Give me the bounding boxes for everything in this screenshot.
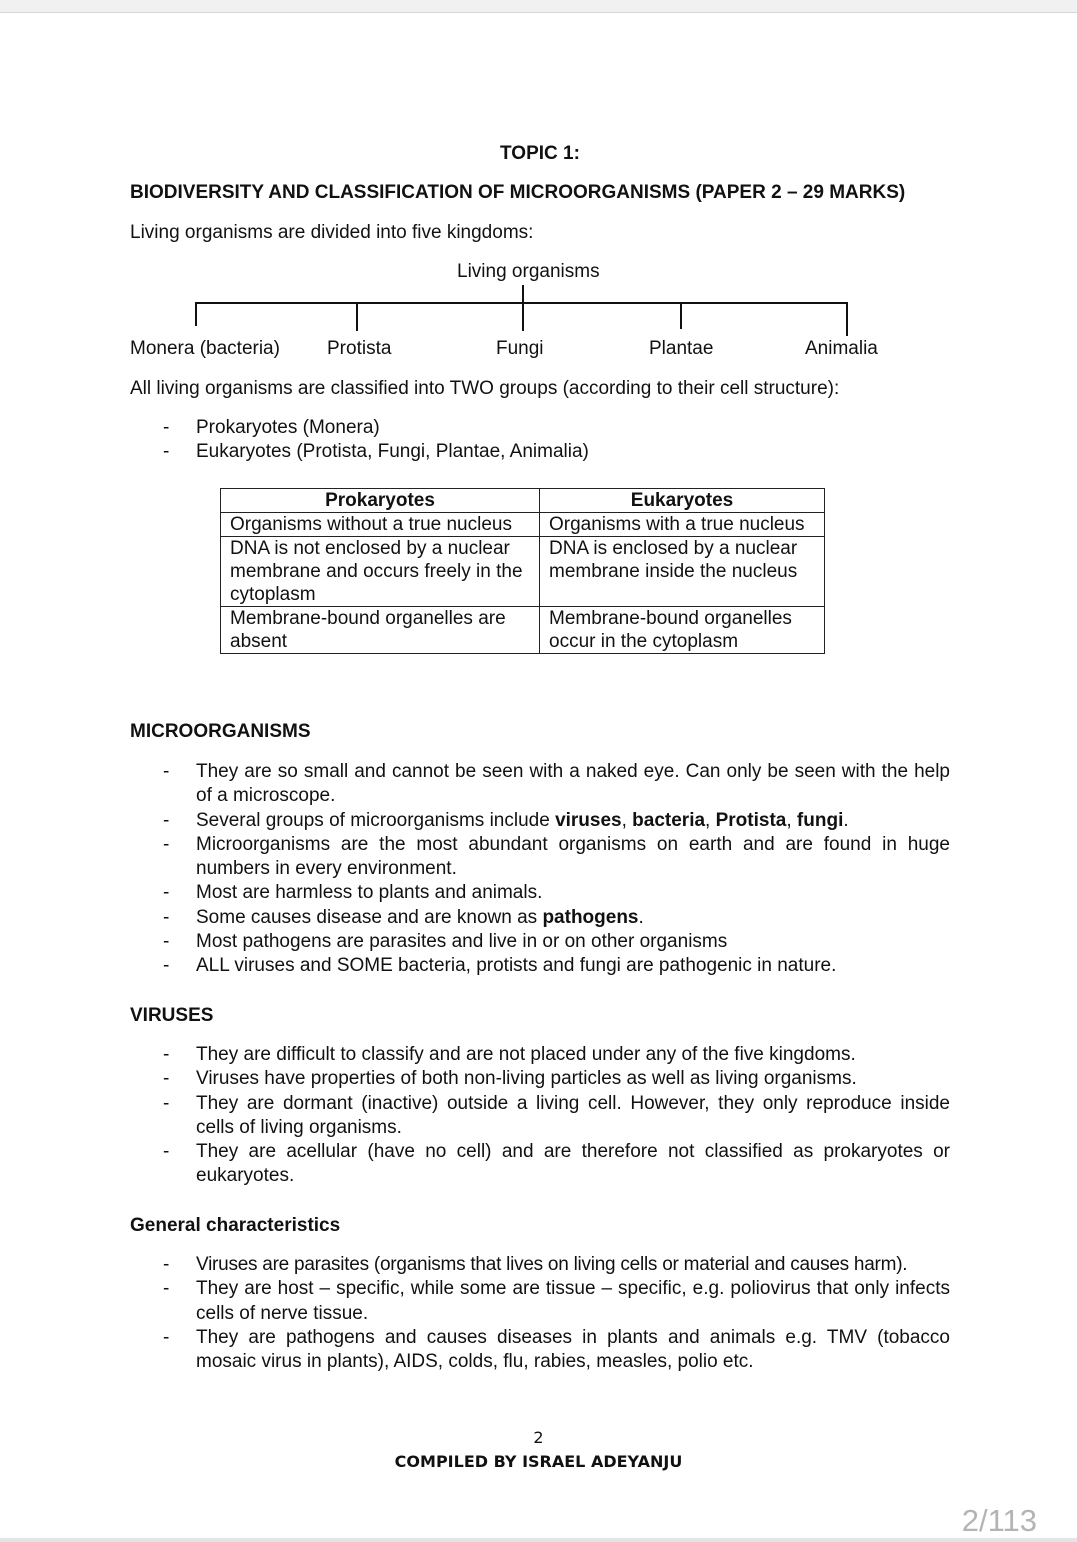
list-item: - Eukaryotes (Protista, Fungi, Plantae, Animalia) bbox=[163, 441, 589, 463]
general-characteristics-list bbox=[130, 1253, 950, 1374]
list-item: - They are difficult to classify and are not placed under any of the five kingdoms. bbox=[163, 1044, 856, 1065]
table-cell: Organisms without a true nucleus bbox=[221, 513, 540, 537]
list-item: - They are host – specific, while some are tissue – specific, e.g. poliovirus that only infects cells of nerve tissue. bbox=[163, 1278, 950, 1324]
topic-label: TOPIC 1: bbox=[500, 143, 580, 164]
page-heading: BIODIVERSITY AND CLASSIFICATION OF MICROORGANISMS (PAPER 2 – 29 MARKS) bbox=[130, 182, 906, 203]
list-item: - They are dormant (inactive) outside a living cell. However, they only reproduce inside cells of living organisms. bbox=[163, 1092, 950, 1138]
table-cell: Organisms with a true nucleus bbox=[540, 513, 825, 537]
list-item: - They are pathogens and causes diseases in plants and animals e.g. TMV (tobacco mosaic virus in plants), AIDS, colds, flu, rabies, measles, polio etc. bbox=[163, 1326, 950, 1373]
kingdom-monera: Monera (bacteria) bbox=[130, 338, 280, 359]
tree-root-stem bbox=[522, 285, 524, 303]
tree-branch bbox=[846, 304, 848, 336]
kingdom-protista: Protista bbox=[327, 338, 392, 359]
table-cell: DNA is enclosed by a nuclear membrane inside the nucleus bbox=[540, 537, 825, 607]
table-header-row bbox=[221, 489, 825, 513]
groups-intro: All living organisms are classified into TWO groups (according to their cell structure): bbox=[130, 378, 840, 399]
list-item: - ALL viruses and SOME bacteria, protists and fungi are pathogenic in nature. bbox=[163, 955, 837, 977]
list-item: - Most pathogens are parasites and live in or on other organisms bbox=[163, 931, 728, 953]
table-cell: Membrane-bound organelles are absent bbox=[221, 607, 540, 654]
footer-credit: COMPILED BY ISRAEL ADEYANJU bbox=[394, 1452, 683, 1471]
prokaryote-eukaryote-table bbox=[220, 488, 825, 654]
tree-branch bbox=[195, 302, 197, 326]
kingdom-fungi: Fungi bbox=[496, 338, 544, 359]
kingdom-plantae: Plantae bbox=[649, 338, 714, 359]
page-number: 2 bbox=[533, 1428, 544, 1447]
list-item: - Viruses have properties of both non-living particles as well as living organisms. bbox=[163, 1068, 857, 1090]
section-heading-microorganisms: MICROORGANISMS bbox=[130, 721, 311, 742]
groups-list bbox=[130, 416, 950, 465]
list-item: - Viruses are parasites (organisms that lives on living cells or material and causes harm). bbox=[163, 1254, 908, 1275]
tree-root-label: Living organisms bbox=[457, 261, 600, 282]
list-item: - Prokaryotes (Monera) bbox=[163, 417, 380, 438]
viewer-bottom-bar bbox=[0, 1538, 1077, 1542]
list-item: - Most are harmless to plants and animals. bbox=[163, 882, 543, 904]
tree-branch bbox=[680, 304, 682, 329]
table-cell: Membrane-bound organelles occur in the cytoplasm bbox=[540, 607, 825, 654]
section-heading-viruses: VIRUSES bbox=[130, 1005, 214, 1026]
list-item: - They are so small and cannot be seen with a naked eye. Can only be seen with the help of a microscope. bbox=[163, 761, 950, 807]
table-row bbox=[221, 537, 825, 607]
microorganisms-list bbox=[130, 760, 950, 979]
viewer-top-bar bbox=[0, 0, 1077, 13]
list-item: - Several groups of microorganisms include viruses, bacteria, Protista, fungi. bbox=[163, 809, 849, 831]
tree-branch bbox=[522, 302, 524, 331]
table-cell: DNA is not enclosed by a nuclear membrane and occurs freely in the cytoplasm bbox=[221, 537, 540, 607]
section-heading-general-characteristics: General characteristics bbox=[130, 1215, 341, 1236]
table-row bbox=[221, 607, 825, 654]
tree-branch bbox=[356, 302, 358, 331]
list-item: - Microorganisms are the most abundant organisms on earth and are found in huge numbers in every environment. bbox=[163, 833, 950, 880]
kingdom-animalia: Animalia bbox=[805, 338, 878, 359]
list-item: - Some causes disease and are known as pathogens. bbox=[163, 906, 644, 928]
intro-text: Living organisms are divided into five kingdoms: bbox=[130, 222, 534, 243]
page-indicator: 2/113 bbox=[961, 1503, 1037, 1538]
viruses-list bbox=[130, 1043, 950, 1189]
table-header: Eukaryotes bbox=[540, 489, 825, 513]
list-item: - They are acellular (have no cell) and are therefore not classified as prokaryotes or eukaryotes. bbox=[163, 1141, 950, 1187]
table-row bbox=[221, 513, 825, 537]
table-header: Prokaryotes bbox=[221, 489, 540, 513]
